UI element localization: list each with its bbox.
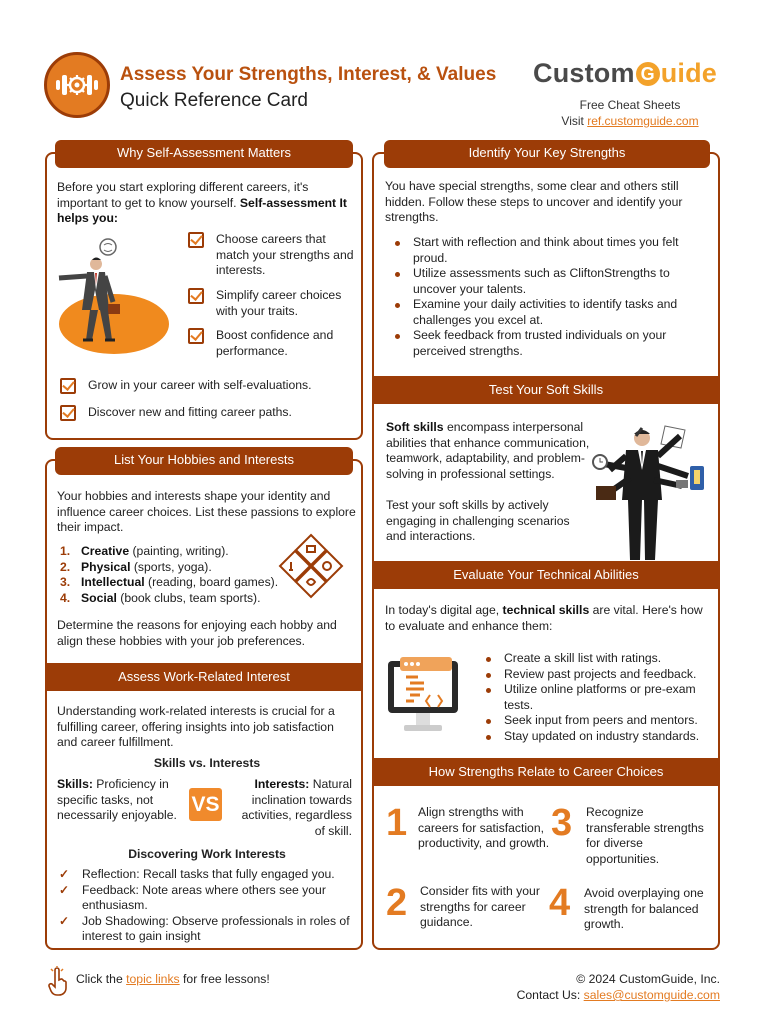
key-strengths-intro: You have special strengths, some clear and others still hidden. Follow these steps to uncover and identify your strengths.: [385, 179, 683, 224]
career-item-2: Consider fits with your strengths for career guidance.: [420, 884, 540, 929]
skills-definition: Skills: Proficiency in specific tasks, not necessarily enjoyable.: [57, 777, 177, 822]
career-number-2: 2: [386, 882, 408, 924]
computer-monitor-icon: [386, 655, 468, 740]
checkbox-icon: [188, 328, 204, 344]
list-item: Create a skill list with ratings.: [476, 651, 706, 667]
diamond-hobbies-icon: [276, 532, 346, 602]
soft-skills-heading: Test Your Soft Skills: [374, 376, 718, 404]
cheat-sheet-info: Free Cheat Sheets Visit ref.customguide.com: [540, 97, 720, 129]
soft-skills-p2: Test your soft skills by actively engaging in challenging scenarios and interactions.: [386, 498, 570, 543]
list-item: Utilize assessments such as CliftonStrengths to uncover your talents.: [385, 266, 705, 297]
check-mark-icon: ✓: [59, 882, 70, 897]
list-item[interactable]: 2. Physical (sports, yoga).: [60, 559, 212, 574]
list-item: Utilize online platforms or pre-exam tests.: [476, 682, 706, 713]
footer-copyright: © 2024 CustomGuide, Inc.: [576, 972, 720, 986]
pointing-hand-icon: [47, 966, 69, 996]
customguide-logo[interactable]: Custom G uide: [533, 58, 718, 88]
discovering-heading: Discovering Work Interests: [128, 847, 286, 861]
soft-skills-p1: Soft skills encompass interpersonal abilities that enhance communication, teamwork, adaptability, and problem-solving in professional settings.: [386, 420, 590, 481]
career-item-3: Recognize transferable strengths for diverse opportunities.: [586, 805, 704, 866]
check-mark-icon: ✓: [59, 867, 70, 881]
skills-vs-interests-heading: Skills vs. Interests: [153, 756, 261, 770]
hobbies-heading: List Your Hobbies and Interests: [55, 447, 353, 475]
checkbox-icon: [188, 232, 204, 248]
multitasking-businessman-illustration: [590, 418, 715, 563]
career-number-3: 3: [551, 802, 573, 844]
list-item: Stay updated on industry standards.: [476, 729, 706, 745]
list-item: Review past projects and feedback.: [476, 667, 706, 683]
page-title: Assess Your Strengths, Interest, & Values: [120, 64, 497, 85]
contact-email-link[interactable]: sales@customguide.com: [583, 988, 720, 1002]
key-strengths-list: [385, 235, 705, 359]
list-item: ✓ Reflection: Recall tasks that fully engaged you.: [59, 867, 335, 881]
technical-heading: Evaluate Your Technical Abilities: [374, 561, 718, 589]
career-number-4: 4: [549, 882, 571, 924]
list-item: ✓ Job Shadowing: Observe professionals in roles of interest to gain insight: [59, 913, 350, 943]
cheat-sheets-label: Free Cheat Sheets: [579, 98, 681, 112]
list-item[interactable]: 3. Intellectual (reading, board games).: [60, 575, 279, 589]
work-interest-heading: Assess Work-Related Interest: [47, 663, 361, 691]
checkbox-icon: [60, 405, 76, 421]
career-item-1: Align strengths with careers for satisfaction, productivity, and growth.: [418, 805, 550, 850]
vs-icon: VS: [189, 788, 222, 821]
interests-definition: Interests: Natural inclination towards activities, regardless of skill.: [241, 777, 352, 838]
footer-contact: Contact Us: sales@customguide.com: [516, 988, 720, 1002]
career-heading: How Strengths Relate to Career Choices: [374, 758, 718, 786]
technical-list: [476, 651, 706, 744]
footer-click-note: Click the topic links for free lessons!: [76, 972, 270, 986]
topic-links-link[interactable]: topic links: [126, 972, 180, 986]
self-assessment-intro: Before you start exploring different careers, it's important to get to know yourself. Self-assessment It helps you:: [57, 180, 347, 225]
key-strengths-heading: Identify Your Key Strengths: [384, 140, 710, 168]
career-number-1: 1: [386, 802, 408, 844]
check-mark-icon: ✓: [59, 913, 70, 928]
work-interest-intro: Understanding work-related interests is crucial for a fulfilling career, offering insights into job satisfaction and career fulfillment.: [57, 704, 335, 749]
list-item: Seek feedback from trusted individuals on your perceived strengths.: [385, 328, 705, 359]
businessman-illustration: [56, 232, 176, 362]
list-item: Start with reflection and think about times you felt proud.: [385, 235, 705, 266]
list-item[interactable]: 1. Creative (painting, writing).: [60, 544, 229, 558]
checkbox-icon: [188, 288, 204, 304]
list-item[interactable]: 4. Social (book clubs, team sports).: [60, 590, 261, 605]
hobbies-outro: Determine the reasons for enjoying each hobby and align these hobbies with your job preferences.: [57, 618, 337, 648]
hobbies-intro: Your hobbies and interests shape your identity and influence career choices. List these passions to explore their impact.: [57, 489, 356, 534]
checkbox-icon: [60, 378, 76, 394]
list-item: Seek input from peers and mentors.: [476, 713, 706, 729]
list-item: ✓ Feedback: Note areas where others see your enthusiasm.: [59, 882, 326, 912]
self-assessment-heading: Why Self-Assessment Matters: [55, 140, 353, 168]
ref-site-link[interactable]: ref.customguide.com: [587, 114, 699, 128]
discovering-list: [57, 867, 357, 945]
career-item-4: Avoid overplaying one strength for balanced growth.: [584, 886, 704, 931]
hobbies-list: [57, 544, 287, 606]
dumbbell-logo-icon: [44, 52, 110, 118]
page-subtitle: Quick Reference Card: [120, 90, 308, 111]
technical-intro: In today's digital age, technical skills are vital. Here's how to evaluate and enhance them:: [385, 603, 703, 633]
list-item: Examine your daily activities to identify tasks and challenges you excel at.: [385, 297, 705, 328]
